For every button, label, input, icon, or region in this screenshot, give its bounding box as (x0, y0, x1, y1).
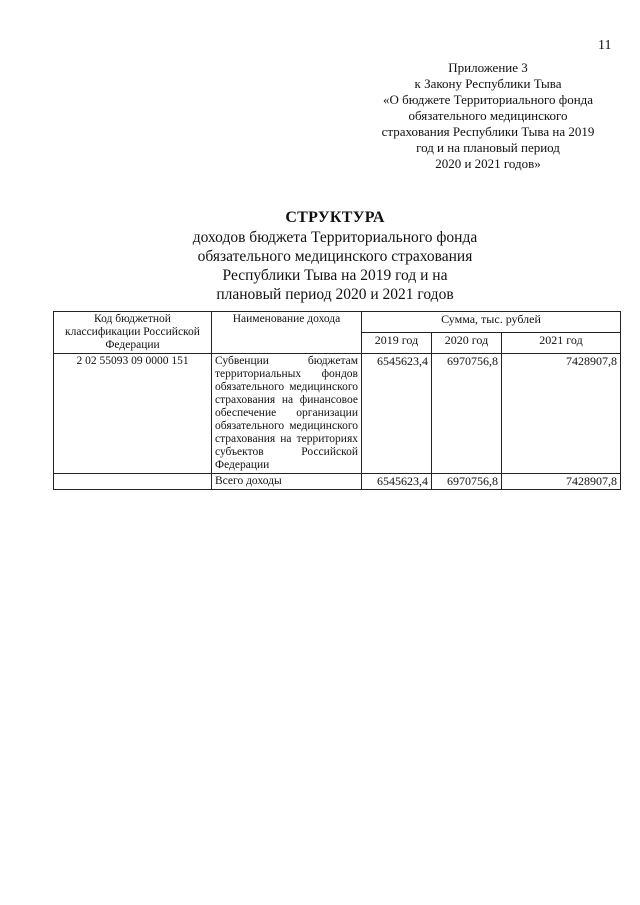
revenue-table (53, 311, 621, 490)
header-year-2020: 2020 год (432, 333, 502, 354)
appendix-line: «О бюджете Территориального фонда (382, 92, 594, 107)
header-year-2021: 2021 год (502, 333, 621, 354)
total-value-2021: 7428907,8 (502, 474, 621, 490)
table-header-row (54, 312, 621, 333)
document-title: СТРУКТУРА (285, 209, 385, 226)
total-value-2019: 6545623,4 (362, 474, 432, 490)
header-name: Наименование дохода (212, 312, 362, 354)
subtitle-line: обязательного медицинского страхования (197, 248, 473, 265)
table-row (54, 354, 621, 474)
appendix-line: к Закону Республики Тыва (414, 76, 562, 91)
row-value-2019: 6545623,4 (362, 354, 432, 474)
appendix-header (368, 60, 608, 172)
page-number: 11 (598, 38, 612, 53)
document-subtitle (150, 228, 520, 304)
appendix-line: 2020 и 2021 годов» (435, 156, 541, 171)
appendix-line: страхования Республики Тыва на 2019 (381, 124, 595, 139)
header-code: Код бюджетной классификации Российской Федерации (54, 312, 212, 354)
appendix-line: обязательного медицинского (408, 108, 568, 123)
total-name: Всего доходы (212, 474, 362, 490)
row-value-2020: 6970756,8 (432, 354, 502, 474)
subtitle-line: плановый период 2020 и 2021 годов (216, 286, 454, 303)
row-value-2021: 7428907,8 (502, 354, 621, 474)
header-year-2019: 2019 год (362, 333, 432, 354)
table-total-row (54, 474, 621, 490)
header-sum: Сумма, тыс. рублей (362, 312, 621, 333)
subtitle-line: доходов бюджета Территориального фонда (192, 229, 478, 246)
row-name: Субвенции бюджетам территориальных фондов обязательного медицинского страхования на финансовое обеспечение организации обязательного медицинского страхования на территориях субъектов Российской Федерации (212, 354, 362, 474)
appendix-line: год и на плановый период (416, 140, 560, 155)
appendix-line: Приложение 3 (448, 60, 528, 75)
row-code: 2 02 55093 09 0000 151 (54, 354, 212, 474)
total-code (54, 474, 212, 490)
subtitle-line: Республики Тыва на 2019 год и на (222, 267, 448, 284)
total-value-2020: 6970756,8 (432, 474, 502, 490)
